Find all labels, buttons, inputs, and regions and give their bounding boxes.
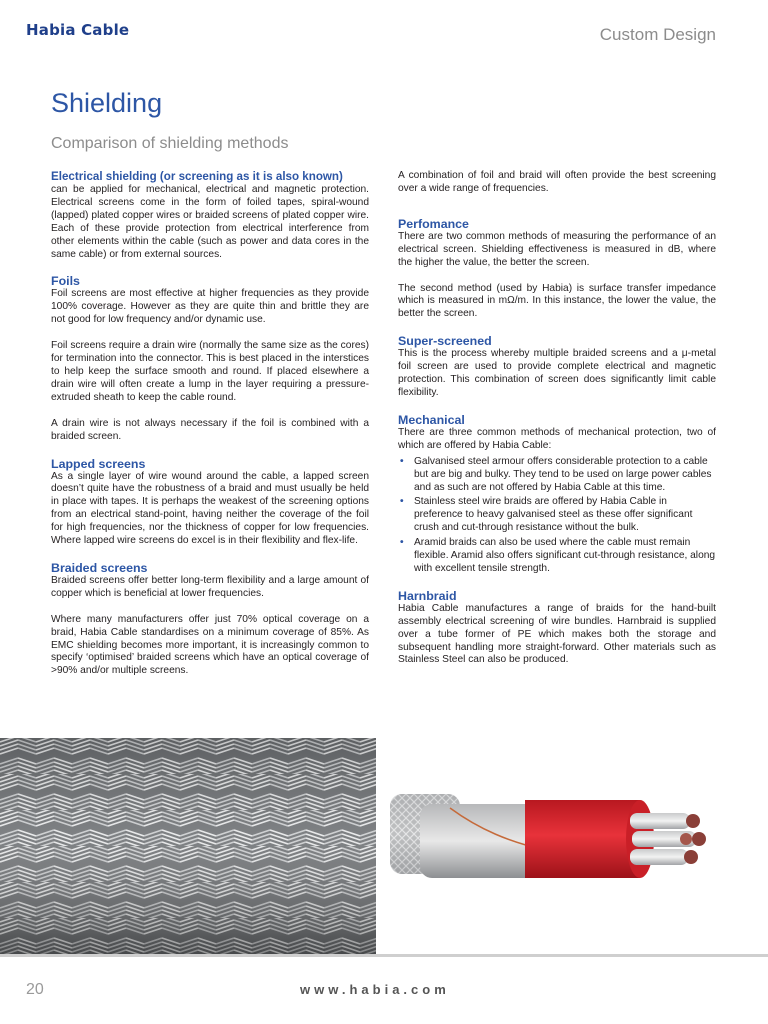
list-item-text: Aramid braids can also be used where the cable must remain flexible. Aramid also offers significant cut-through resistance, along with excellent tensile strength. — [414, 537, 716, 574]
intro-heading: Electrical shielding (or screening as it is also known) — [51, 170, 343, 183]
section-label: Custom Design — [599, 25, 716, 44]
cable-illustration — [390, 738, 768, 954]
lapped-screens-heading: Lapped screens — [51, 456, 146, 471]
braided-screen-photo — [0, 738, 376, 954]
performance-paragraph-2: The second method (used by Habia) is surface transfer impedance which is measured in mΩ/m. In this instance, the lower the value, the better the screen. — [398, 282, 716, 320]
harnbraid-heading: Harnbraid — [398, 588, 457, 603]
braided-screens-heading: Braided screens — [51, 560, 148, 575]
foils-heading: Foils — [51, 274, 80, 289]
page-subtitle: Comparison of shielding methods — [51, 135, 289, 152]
combination-paragraph: A combination of foil and braid will often provide the best screening over a wide range of frequencies. — [398, 170, 716, 194]
cable-cross-section-photo — [390, 738, 768, 954]
page-number: 20 — [26, 981, 44, 998]
mechanical-list — [398, 456, 716, 576]
left-column — [51, 170, 369, 691]
super-screened-paragraph: This is the process whereby multiple braided screens and a μ-metal foil screen are used to provide complete electrical and magnetic protection. This combination of screen does significantly limit cable flexibility. — [398, 348, 716, 398]
list-item — [398, 537, 716, 576]
mechanical-heading: Mechanical — [398, 412, 465, 427]
list-item — [398, 456, 716, 495]
right-column — [398, 170, 716, 680]
braided-screens-paragraph-1: Braided screens offer better long-term flexibility and a large amount of copper which is beneficial at lower frequencies. — [51, 574, 369, 599]
website-url[interactable]: www.habia.com — [300, 982, 450, 997]
list-item-text: Stainless steel wire braids are offered by Habia Cable in preference to heavy galvanised steel as these offer significant crush and cut-through resistance without the bulk. — [414, 496, 693, 534]
bullet-icon: • — [400, 455, 404, 467]
footer-divider — [0, 954, 768, 957]
lapped-screens-paragraph: As a single layer of wire wound around the cable, a lapped screen doesn’t quite have the robustness of a braid and must usually be held in place with tapes. It is perhaps the weakest of the screening options from an electrical stand-point, having neither the coverage of the foil for high frequencies, nor the thickness of copper for low frequencies. Where lapped wire screens do excel is in their flexibility and flex-life. — [51, 470, 369, 547]
performance-paragraph-1: There are two common methods of measuring the performance of an electrical screen. Shielding effectiveness is measured in dB, where the higher the value, the better the screen. — [398, 230, 716, 268]
bullet-icon: • — [400, 496, 404, 508]
foils-paragraph-1: Foil screens are most effective at higher frequencies as they provide 100% coverage. However as they are quite thin and brittle they are not good for low frequency and/or dynamic use. — [51, 288, 369, 326]
super-screened-heading: Super-screened — [398, 334, 492, 349]
harnbraid-paragraph: Habia Cable manufactures a range of braids for the hand-built assembly electrical screening of wire bundles. Harnbraid is supplied over a tube former of PE which makes both the storage and subsequent handling more straight-forward. Other materials such as Stainless Steel can also be produced. — [398, 602, 716, 666]
bullet-icon: • — [400, 537, 404, 549]
intro-paragraph: can be applied for mechanical, electrical and magnetic protection. Electrical screens come in the form of foiled tapes, spiral-wound (lapped) plated copper wires or braided screens of plated copper wire. Each of these provide protection from electrical interference from other elements within the cable (such as power and data cores in the same cable) or from external sources. — [51, 184, 369, 260]
braided-screens-paragraph-2: Where many manufacturers offer just 70% optical coverage on a braid, Habia Cable standardises on a minimum coverage of 85%. As EMC shielding becomes more important, it is increasingly common to specify ‘optimised’ braided screens which have an optical coverage of >90% and/or multiple screens. — [51, 613, 369, 677]
list-item — [398, 496, 716, 535]
performance-heading: Perfomance — [398, 216, 469, 231]
habia-cable-logo: Habia Cable — [26, 21, 130, 39]
list-item-text: Galvanised steel armour offers considerable protection to a cable but are big and bulky. They tend to be used on large power cables and as such are not offered by Habia Cable at this time. — [414, 455, 712, 493]
braid-illustration — [0, 738, 376, 954]
foils-paragraph-3: A drain wire is not always necessary if the foil is combined with a braided screen. — [51, 417, 369, 442]
foils-paragraph-2: Foil screens require a drain wire (normally the same size as the cores) for termination into the connector. This is best placed in the interstices to help keep the surface smooth and round. If placed elsewhere a drain wire will often create a lump in the layer requiring a pressure-extruded sheath to keep the cable round. — [51, 340, 369, 403]
mechanical-paragraph: There are three common methods of mechanical protection, two of which are offered by Habia Cable: — [398, 426, 716, 451]
page-title: Shielding — [51, 88, 163, 118]
